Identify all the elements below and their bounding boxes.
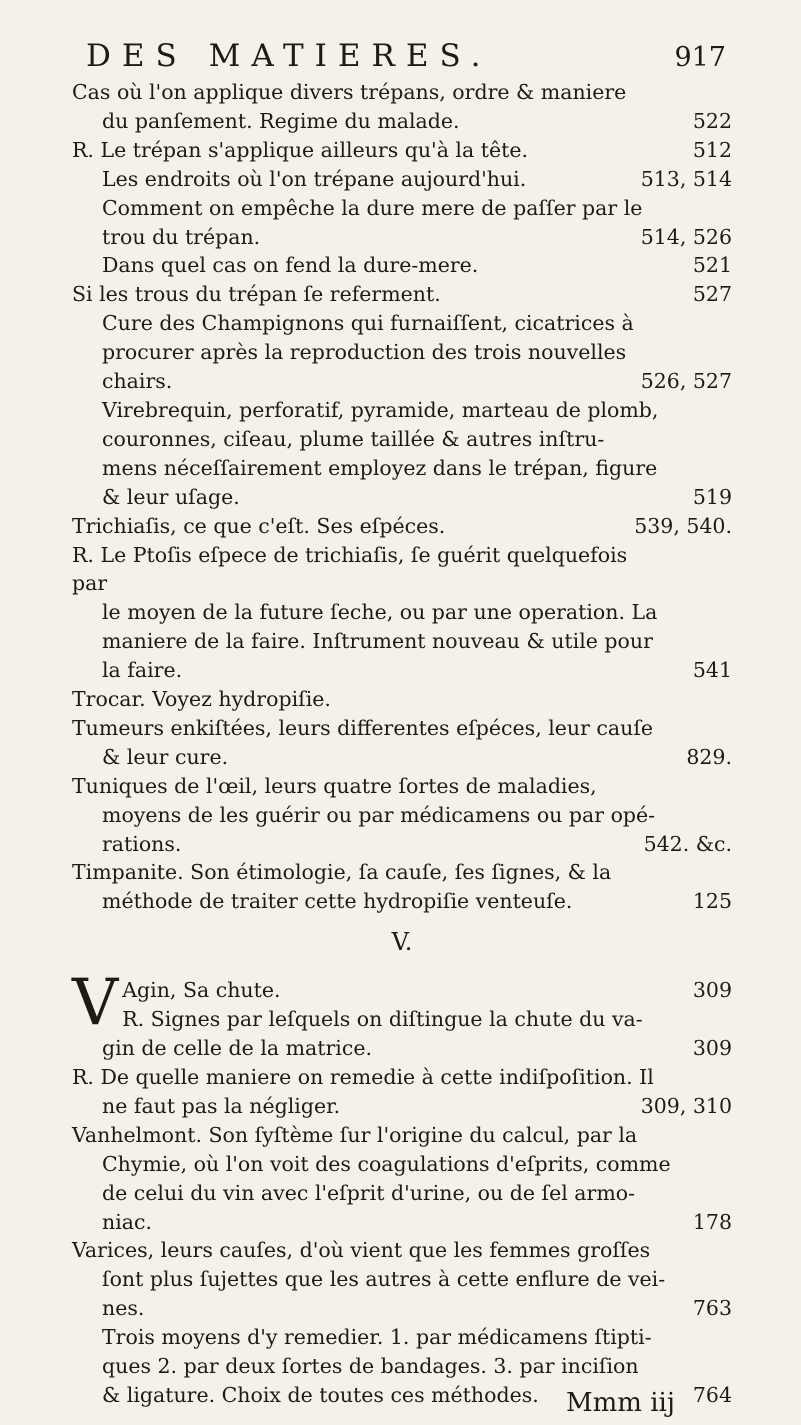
page-reference: 522 — [692, 108, 732, 133]
entry-line: trou du trépan. — [102, 224, 261, 249]
page-reference: 764 — [692, 1382, 732, 1407]
section-letter: V. — [391, 928, 413, 957]
page-reference: 541 — [692, 658, 732, 683]
entry-line: Tuniques de l'œil, leurs quatre ſortes de maladies, — [72, 773, 597, 798]
entry-line: R. De quelle maniere on remedie à cette indiſpoſition. Il — [72, 1065, 654, 1089]
entry-line: nes. — [102, 1296, 145, 1321]
page-reference: 763 — [692, 1296, 732, 1321]
page-reference: 829. — [686, 744, 732, 769]
entry-line: Tumeurs enkiſtées, leurs differentes eſpéces, leur cauſe — [72, 715, 654, 740]
entries-t-section — [72, 78, 732, 916]
index-entry — [72, 685, 732, 714]
entry-line: chairs. — [102, 369, 173, 394]
entry-line: Timpanite. Son étimologie, ſa cauſe, ſes ſignes, & la — [72, 860, 612, 885]
index-entry — [72, 194, 732, 252]
index-entry — [72, 251, 732, 280]
page-reference: 542. &c. — [643, 831, 732, 856]
page-reference: 539, 540. — [634, 513, 732, 538]
entry-line: Cure des Champignons qui furnaiſſent, cicatrices à — [102, 311, 634, 336]
entry-line: de celui du vin avec l'eſprit d'urine, ou de ſel armo- — [102, 1180, 636, 1205]
entry-line: le moyen de la future ſeche, ou par une operation. La — [102, 600, 658, 625]
entry-line: Les endroits où l'on trépane aujourd'hui. — [102, 166, 527, 191]
entry-line: Virebrequin, perforatif, pyramide, marteau de plomb, — [102, 397, 659, 422]
entry-line: & leur cure. — [102, 744, 229, 769]
entry-line: Cas où l'on applique divers trépans, ordre & maniere — [72, 80, 627, 104]
index-entry — [72, 512, 732, 541]
entry-line: gin de celle de la matrice. — [102, 1036, 372, 1061]
entry-line: la faire. — [102, 658, 183, 683]
index-entry — [72, 165, 732, 194]
entry-line: Agin, Sa chute. — [122, 978, 281, 1003]
entries-v-section — [72, 966, 732, 1410]
entry-line: rations. — [102, 831, 182, 856]
entry-line: couronnes, ciſeau, plume taillée & autres inſtru- — [102, 426, 605, 451]
running-head: DES MATIERES. — [86, 38, 492, 74]
index-entry — [72, 1005, 732, 1063]
page-reference: 309, 310 — [640, 1093, 732, 1118]
entry-line: moyens de les guérir ou par médicamens ou par opé- — [102, 802, 656, 827]
page-reference: 512 — [692, 137, 732, 162]
page-reference: 514, 526 — [640, 224, 732, 249]
entry-line: Dans quel cas on fend la dure-mere. — [102, 253, 479, 278]
entry-line: Trois moyens d'y remedier. 1. par médicamens ſtipti- — [102, 1325, 652, 1350]
index-entry — [72, 1121, 732, 1237]
page-header — [86, 38, 726, 74]
index-entry — [72, 1236, 732, 1323]
index-entry — [72, 858, 732, 916]
page-reference: 513, 514 — [640, 166, 732, 191]
index-entry — [72, 396, 732, 512]
page-reference: 309 — [692, 978, 732, 1003]
index-entry — [72, 136, 732, 165]
page-reference: 309 — [692, 1036, 732, 1061]
entry-line: & leur uſage. — [102, 484, 240, 509]
page-reference: 521 — [692, 253, 732, 278]
entry-line: Si les trous du trépan ſe referment. — [72, 282, 441, 307]
entry-line: maniere de la faire. Inſtrument nouveau & utile pour — [102, 629, 653, 654]
entry-line: du panſement. Regime du malade. — [102, 108, 460, 133]
index-entry — [72, 280, 732, 309]
index-entry — [72, 541, 732, 686]
entry-line: ne faut pas la négliger. — [102, 1093, 341, 1118]
entry-line: Trocar. Voyez hydropiſie. — [72, 687, 331, 712]
entry-line: R. Le trépan s'applique ailleurs qu'à la tête. — [72, 137, 528, 162]
page-number: 917 — [674, 42, 726, 73]
index-entry — [72, 772, 732, 859]
catchword: Mmm iij — [566, 1388, 675, 1418]
entry-line: méthode de traiter cette hydropiſie venteuſe. — [102, 889, 573, 914]
page-reference: 526, 527 — [640, 369, 732, 394]
entry-line: R. Signes par leſquels on diſtingue la chute du va- — [122, 1007, 643, 1032]
entry-line: ques 2. par deux ſortes de bandages. 3. par inciſion — [102, 1354, 639, 1379]
index-entry — [72, 309, 732, 396]
index-entry — [72, 714, 732, 772]
entry-line: Comment on empêche la dure mere de paſſer par le — [102, 195, 643, 220]
entry-line: ſont plus ſujettes que les autres à cette enflure de vei- — [102, 1267, 666, 1292]
page-reference: 519 — [692, 484, 732, 509]
entry-line: R. Le Ptoſis eſpece de trichiaſis, ſe guérit quelquefois par — [72, 542, 628, 596]
entry-line: niac. — [102, 1209, 152, 1234]
index-entries — [72, 78, 732, 1410]
entry-line: & ligature. Choix de toutes ces méthodes. — [102, 1382, 539, 1407]
entry-line: Trichiaſis, ce que c'eſt. Ses eſpéces. — [72, 513, 446, 538]
index-entry — [72, 1063, 732, 1121]
entry-line: mens néceſſairement employez dans le trépan, figure — [102, 455, 658, 480]
entry-line: procurer après la reproduction des trois nouvelles — [102, 340, 627, 365]
page-reference: 178 — [692, 1209, 732, 1234]
page-reference: 125 — [692, 889, 732, 914]
entry-line: Chymie, où l'on voit des coagulations d'eſprits, comme — [102, 1151, 671, 1176]
entry-line: Vanhelmont. Son ſyſtème ſur l'origine du calcul, par la — [72, 1122, 638, 1147]
page-reference: 527 — [692, 282, 732, 307]
index-entry — [72, 78, 732, 136]
entry-line: Varices, leurs cauſes, d'où vient que les femmes groſſes — [72, 1238, 651, 1263]
drop-capital: V — [72, 966, 119, 1041]
